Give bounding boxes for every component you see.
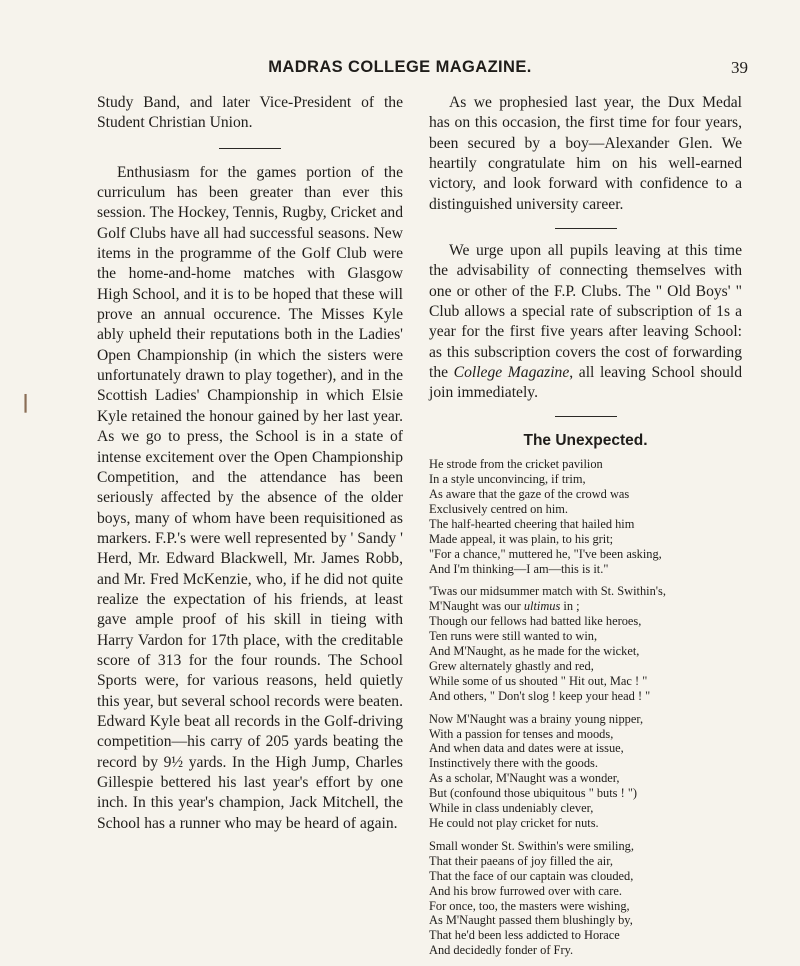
poem-line: Small wonder St. Swithin's were smiling,: [429, 838, 634, 853]
poem-line: And decidedly fonder of Fry.: [429, 943, 574, 958]
poem-line: He could not play cricket for nuts.: [429, 816, 599, 830]
poem-line: Ten runs were still wanted to win,: [429, 629, 598, 644]
section-divider: [219, 148, 281, 149]
poem-line: Now M'Naught was a brainy young nipper,: [429, 711, 644, 726]
poem-line: That he'd been less addicted to Horace: [429, 928, 620, 943]
poem-line: Grew alternately ghastly and red,: [429, 658, 594, 673]
poem-stanza: [429, 712, 742, 831]
poem-line: M'Naught was our ultimus in ;: [429, 599, 580, 614]
poem-line: But (confound those ubiquitous " buts ! "): [429, 786, 638, 801]
poem-line: And I'm thinking—I am—this is it.": [429, 561, 609, 576]
left-column: [97, 93, 403, 834]
paragraph-fp-clubs: [429, 241, 742, 404]
poem-line: As a scholar, M'Naught was a wonder,: [429, 771, 620, 786]
poem: [429, 457, 742, 958]
poem-line: And M'Naught, as he made for the wicket,: [429, 644, 640, 659]
margin-mark: ❘: [18, 392, 34, 412]
college-magazine-italic: College Magazine: [453, 364, 570, 382]
poem-line: He strode from the cricket pavilion: [429, 457, 603, 472]
poem-line: As aware that the gaze of the crowd was: [429, 486, 630, 501]
poem-line: That the face of our captain was clouded,: [429, 868, 634, 883]
page-number: 39: [731, 58, 748, 77]
poem-line: Though our fellows had batted like heroes,: [429, 614, 642, 629]
poem-title: The Unexpected.: [523, 431, 648, 449]
poem-line: And when data and dates were at issue,: [429, 741, 624, 756]
poem-stanza: [429, 584, 742, 703]
paragraph-games: Enthusiasm for the games portion of the curriculum has been greater than ever this session. The Hockey, Tennis, Rugby, Cricket and Golf Clubs have all had successful seasons. New items in the programme of the Golf Club were the home-and-home matches with Glasgow High School, and it is to be hoped that these will prove an annual occurence. The Misses Kyle ably upheld their reputations both in the Ladies' Open Championship (in which the sisters were unfortunately drawn to play together), and in the Scottish Ladies' Championship in which Elsie Kyle retained the honour gained by her last year. As we go to press, the School is in a state of intense excitement over the Open Championship Competition, and the attendance has been seriously affected by the absence of the older boys, many of whom have been requisitioned as markers. F.P.'s were well represented by ' Sandy ' Herd, Mr. Edward Blackwell, Mr. James Robb, and Mr. Fred McKenzie, who, if he did not quite realize the expectation of his friends, at least gave ample proof of his skill in tieing with Harry Vardon for 17th place, with the creditable score of 313 for the four rounds. The School Sports were, for various reasons, held quietly this year, but several school records were beaten. Edward Kyle beat all records in the Golf-driving competition—his carry of 205 yards beating the record by 9½ yards. In the High Jump, Charles Gillespie bettered his last year's effort by one inch. In this year's champion, Jack Mitchell, the School has a runner who may be heard of again.: [97, 163, 403, 832]
poem-line: While some of us shouted " Hit out, Mac ! ": [429, 673, 648, 688]
poem-line: Made appeal, it was plain, to his grit;: [429, 531, 614, 546]
poem-line: While in class undeniably clever,: [429, 801, 594, 816]
poem-line: As M'Naught passed them blushingly by,: [429, 913, 633, 928]
poem-line: For once, too, the masters were wishing,: [429, 898, 630, 913]
page-header: [0, 58, 800, 82]
poem-line: With a passion for tenses and moods,: [429, 726, 614, 741]
section-divider: [555, 228, 617, 229]
poem-line: In a style unconvincing, if trim,: [429, 472, 586, 487]
poem-stanza: [429, 457, 742, 576]
poem-line: "For a chance," muttered he, "I've been asking,: [429, 546, 662, 561]
fp-clubs-text-b: , all leaving School should join immediately.: [429, 364, 742, 402]
poem-line: 'Twas our midsummer match with St. Swithin's,: [429, 584, 666, 599]
poem-stanza: [429, 839, 742, 958]
poem-line: The half-hearted cheering that hailed him: [429, 516, 635, 531]
poem-line: Instinctively there with the goods.: [429, 756, 598, 771]
poem-line: That their paeans of joy filled the air,: [429, 853, 613, 868]
poem-line: And others, " Don't slog ! keep your head ! ": [429, 688, 651, 703]
poem-line: Exclusively centred on him.: [429, 501, 569, 516]
poem-line: And his brow furrowed over with care.: [429, 883, 623, 898]
paragraph-dux-medal: As we prophesied last year, the Dux Medal has on this occasion, the first time for four years, been secured by a boy—Alexander Glen. We heartily congratulate him on his well-earned victory, and look forward with confidence to a distinguished university career.: [429, 94, 742, 213]
magazine-title: MADRAS COLLEGE MAGAZINE.: [268, 58, 532, 76]
right-column: [429, 93, 742, 966]
paragraph-student-union: Study Band, and later Vice-President of the Student Christian Union.: [97, 94, 403, 132]
section-divider: [555, 416, 617, 417]
fp-clubs-text-a: We urge upon all pupils leaving at this time the advisability of connecting themselves with one or other of the F.P. Clubs. The " Old Boys' " Club allows a special rate of subscription of 1s a year for the first five years after leaving School: as this subscription covers the cost of forwarding the: [429, 242, 742, 382]
